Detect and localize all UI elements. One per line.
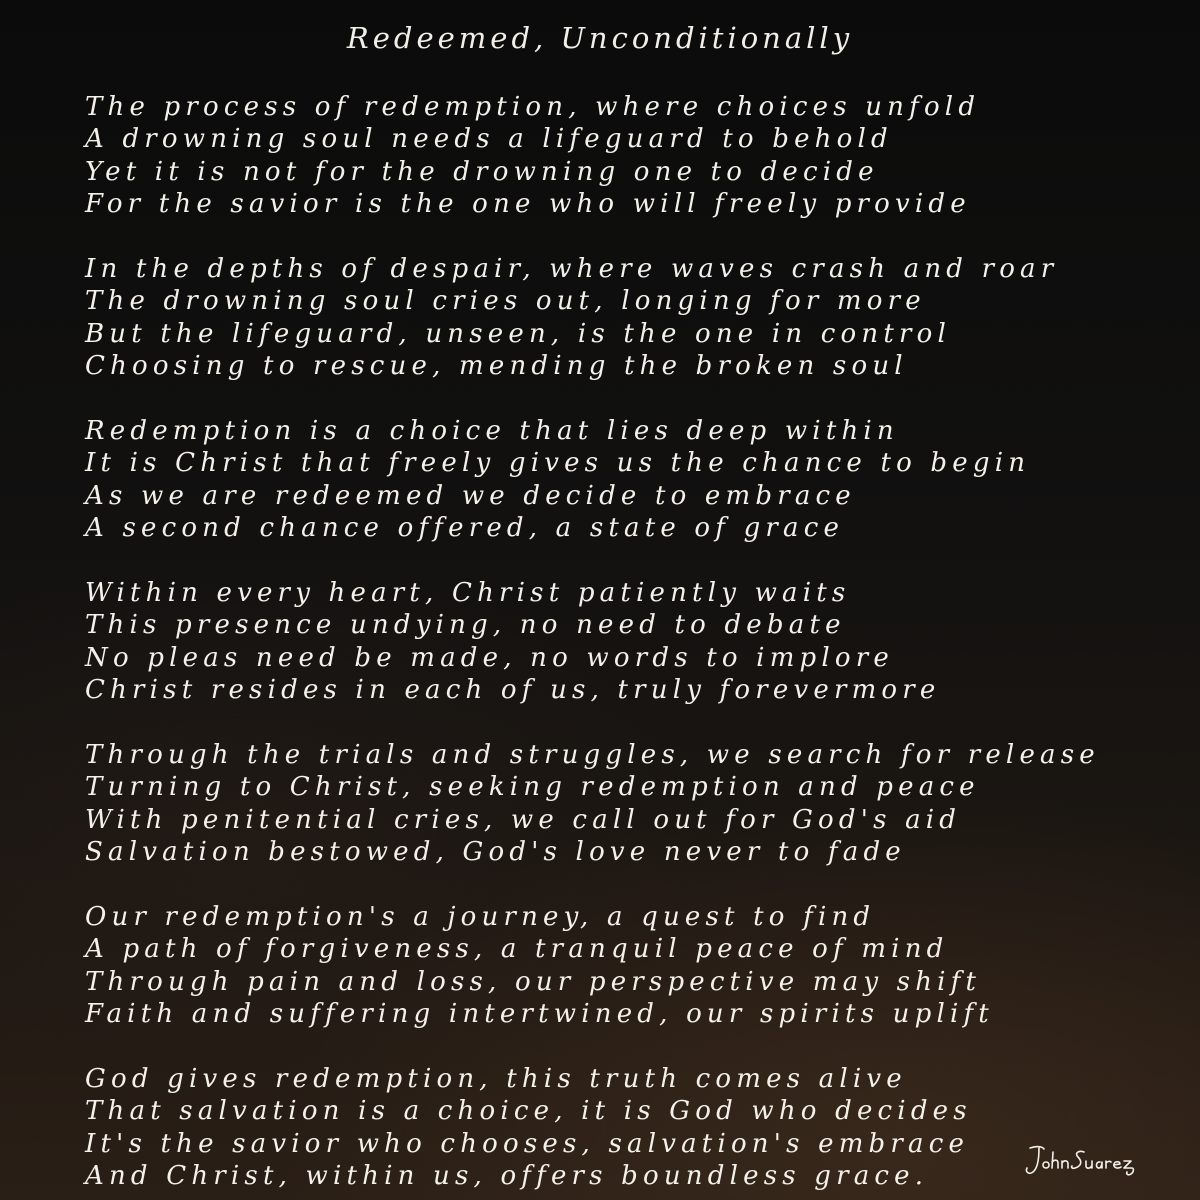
- poem-line: But the lifeguard, unseen, is the one in control: [85, 318, 951, 349]
- poem-line: Yet it is not for the drowning one to decide: [85, 156, 879, 187]
- poem-line: The process of redemption, where choices unfold: [85, 92, 981, 122]
- poem-line: Through pain and loss, our perspective may shift: [85, 966, 982, 997]
- stanza-4: [85, 577, 1115, 739]
- poem-line: Salvation bestowed, God's love never to fade: [85, 837, 906, 868]
- poem-line: That salvation is a choice, it is God who decides: [85, 1096, 972, 1127]
- poem-line: Choosing to rescue, mending the broken soul: [85, 351, 908, 382]
- poem-body: [85, 91, 1115, 1200]
- poem-line: Through the trials and struggles, we search for release: [85, 740, 1100, 770]
- poem-line: For the savior is the one who will freely provide: [85, 189, 971, 220]
- poem-line: And Christ, within us, offers boundless grace.: [85, 1161, 929, 1192]
- poem-line: Redemption is a choice that lies deep within: [85, 416, 899, 446]
- stanza-7: [85, 1063, 1115, 1200]
- poem-line: In the depths of despair, where waves crash and roar: [85, 254, 1059, 284]
- poem-line: No pleas need be made, no words to implore: [85, 642, 894, 673]
- poem-line: Our redemption's a journey, a quest to find: [85, 902, 876, 932]
- poem-line: This presence undying, no need to debate: [85, 610, 846, 641]
- stanza-6: [85, 901, 1115, 1063]
- poem-line: As we are redeemed we decide to embrace: [85, 480, 856, 511]
- poem-line: Christ resides in each of us, truly forevermore: [85, 675, 941, 706]
- poem-line: God gives redemption, this truth comes alive: [85, 1064, 907, 1094]
- signature: [1022, 1140, 1142, 1180]
- stanza-5: [85, 739, 1115, 901]
- poem-line: A second chance offered, a state of grace: [85, 513, 845, 544]
- poem-line: A drowning soul needs a lifeguard to behold: [85, 124, 893, 155]
- poem-line: Turning to Christ, seeking redemption and peace: [85, 772, 980, 803]
- stanza-3: [85, 415, 1115, 577]
- poem-line: It's the savior who chooses, salvation's embrace: [85, 1128, 970, 1159]
- poem-line: A path of forgiveness, a tranquil peace of mind: [85, 934, 949, 965]
- poem-title: Redeemed, Unconditionally: [346, 21, 854, 55]
- stanza-2: [85, 253, 1115, 415]
- poem-line: Faith and suffering intertwined, our spirits uplift: [85, 999, 994, 1030]
- poem-line: It is Christ that freely gives us the chance to begin: [85, 448, 1031, 479]
- poem-line: The drowning soul cries out, longing for more: [85, 286, 926, 317]
- poem-line: With penitential cries, we call out for God's aid: [85, 804, 962, 835]
- poem-line: Within every heart, Christ patiently waits: [85, 578, 851, 608]
- stanza-1: [85, 91, 1115, 253]
